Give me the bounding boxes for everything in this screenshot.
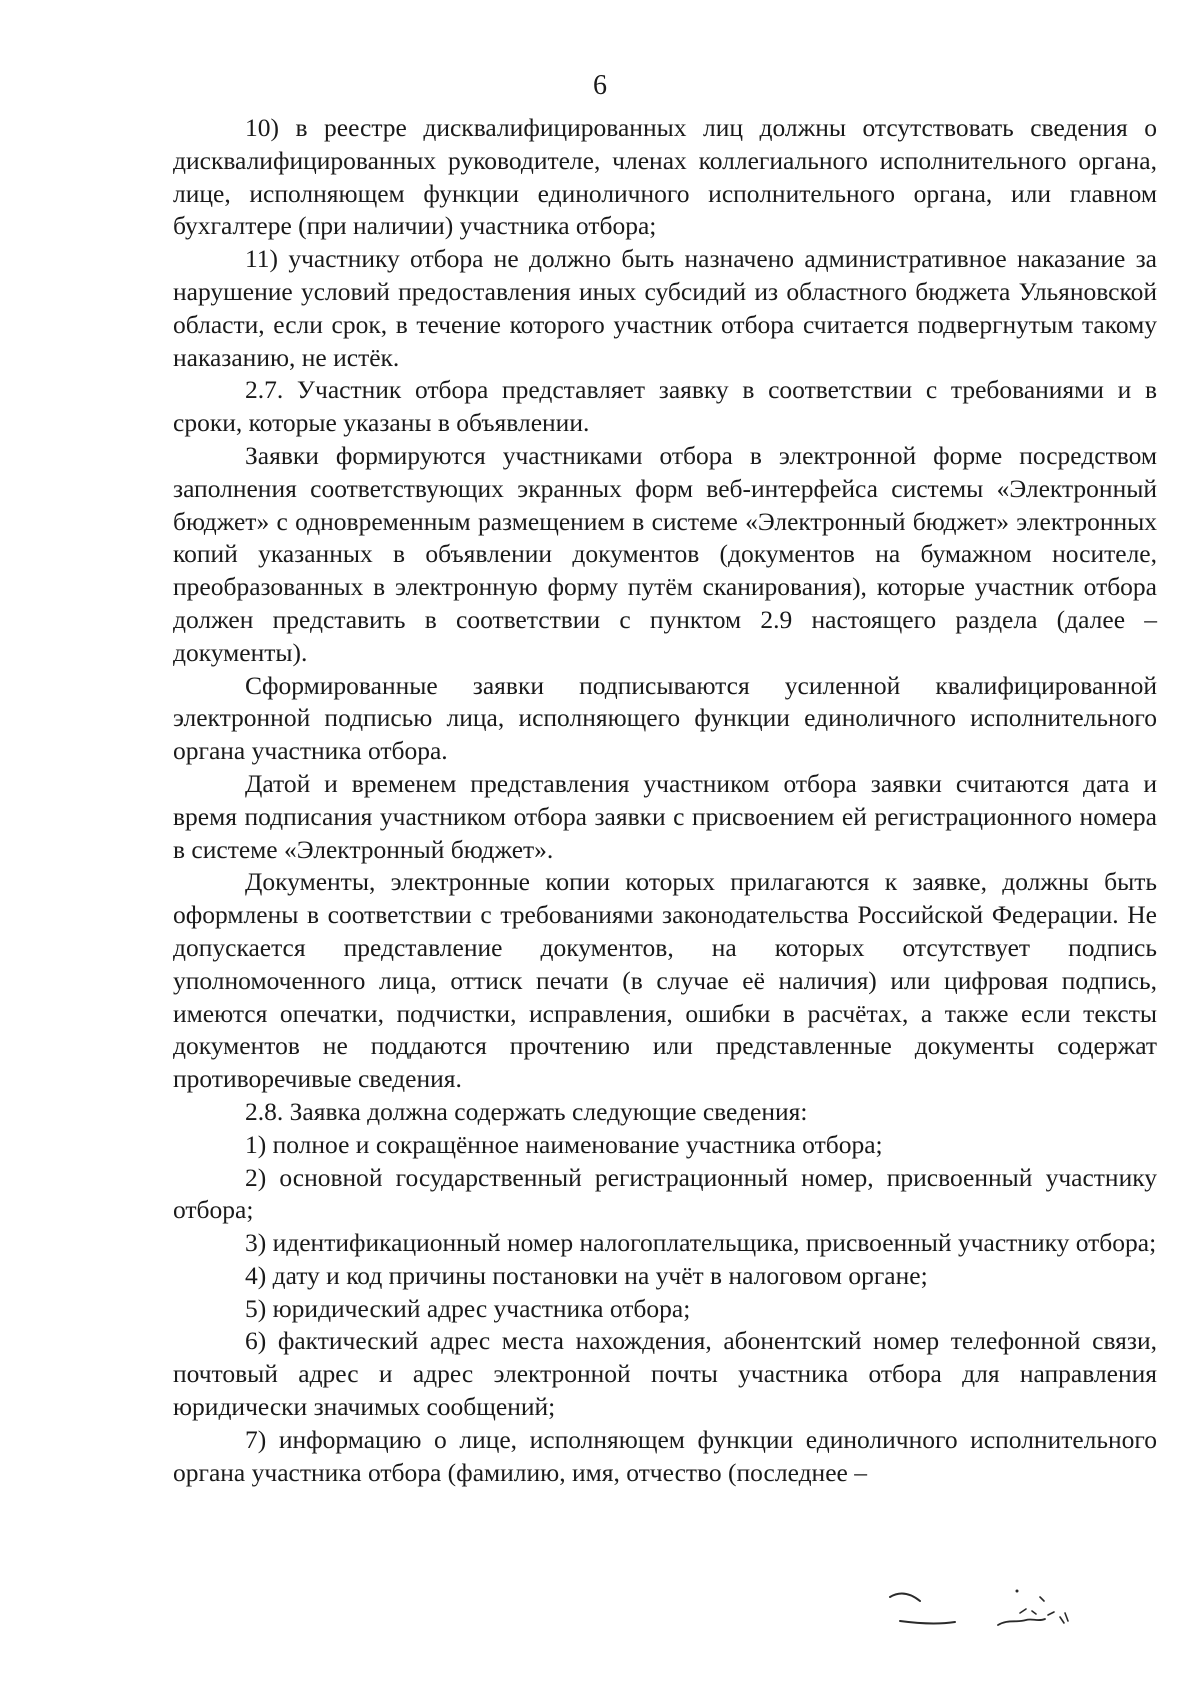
- paragraph: 2.8. Заявка должна содержать следующие сведения:: [245, 1096, 808, 1126]
- handwritten-signature: [880, 1575, 1110, 1655]
- paragraph: Датой и временем представления участником отбора заявки считаются дата и время подписания участником отбора заявки с присвоением ей регистрационного номера в системе «Электронный бюджет».: [173, 768, 1157, 864]
- paragraph: Сформированные заявки подписываются усиленной квалифицированной электронной подписью лица, исполняющего функции единоличного исполнительного органа участника отбора.: [173, 670, 1157, 766]
- paragraph: 1) полное и сокращённое наименование участника отбора;: [245, 1129, 883, 1159]
- paragraph: 2) основной государственный регистрационный номер, присвоенный участнику отбора;: [173, 1162, 1157, 1225]
- paragraph: Документы, электронные копии которых прилагаются к заявке, должны быть оформлены в соответствии с требованиями законодательства Российской Федерации. Не допускается представление документов, на которых отсутствует подпись уполномоченного лица, оттиск печати (в случае её наличия) или цифровая подпись, имеются опечатки, подчистки, исправления, ошибки в расчётах, а также если тексты документов не поддаются прочтению или представленные документы содержат противоречивые сведения.: [173, 867, 1157, 1094]
- paragraph: 2.7. Участник отбора представляет заявку в соответствии с требованиями и в сроки, которые указаны в объявлении.: [173, 375, 1157, 438]
- paragraph: Заявки формируются участниками отбора в электронной форме посредством заполнения соответствующих экранных форм веб-интерфейса системы «Электронный бюджет» с одновременным размещением в системе «Электронный бюджет» электронных копий указанных в объявлении документов (документов на бумажном носителе, преобразованных в электронную форму путём сканирования), которые участник отбора должен представить в соответствии с пунктом 2.9 настоящего раздела (далее – документы).: [173, 440, 1157, 667]
- paragraph: 3) идентификационный номер налогоплательщика, присвоенный участнику отбора;: [245, 1228, 1157, 1258]
- paragraph: 5) юридический адрес участника отбора;: [245, 1293, 691, 1323]
- paragraph: 11) участнику отбора не должно быть назначено административное наказание за нарушение условий предоставления иных субсидий из областного бюджета Ульяновской области, если срок, в течение которого участник отбора считается подвергнутым такому наказанию, не истёк.: [173, 244, 1157, 372]
- paragraph: 10) в реестре дисквалифицированных лиц должны отсутствовать сведения о дисквалифицированных руководителе, членах коллегиального исполнительного органа, лице, исполняющем функции единоличного исполнительного органа, или главном бухгалтере (при наличии) участника отбора;: [173, 113, 1157, 241]
- paragraph: 7) информацию о лице, исполняющем функции единоличного исполнительного органа участника отбора (фамилию, имя, отчество (последнее –: [173, 1424, 1157, 1487]
- paragraph: 6) фактический адрес места нахождения, абонентский номер телефонной связи, почтовый адрес и адрес электронной почты участника отбора для направления юридически значимых сообщений;: [173, 1326, 1157, 1422]
- document-body: [173, 112, 1157, 1489]
- paragraph: 4) дату и код причины постановки на учёт в налоговом органе;: [245, 1260, 928, 1290]
- page-number: 6: [593, 70, 607, 101]
